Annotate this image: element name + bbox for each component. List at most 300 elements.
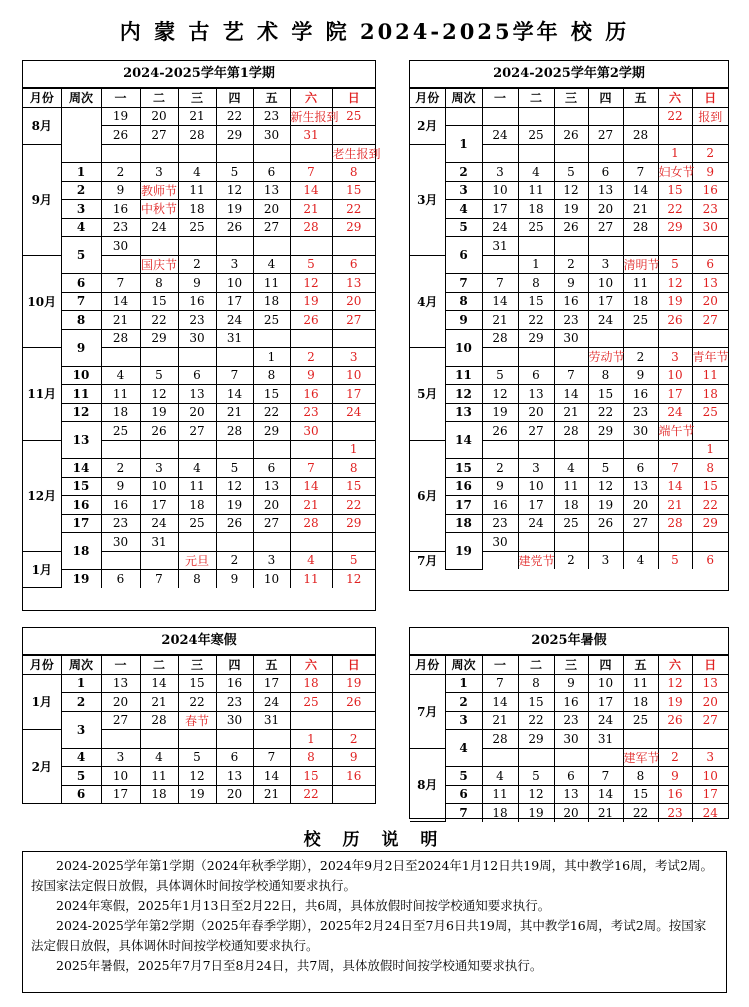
day-cell: 教师节 bbox=[140, 181, 178, 200]
week-number: 8 bbox=[445, 292, 482, 311]
day-cell: 14 bbox=[658, 477, 692, 496]
day-cell: 老生报到 bbox=[332, 144, 375, 163]
day-cell bbox=[101, 440, 140, 459]
day-cell: 14 bbox=[623, 181, 658, 200]
day-cell: 12 bbox=[140, 385, 178, 404]
calendar-table bbox=[410, 88, 728, 570]
day-cell: 14 bbox=[482, 693, 518, 712]
day-cell: 18 bbox=[101, 403, 140, 422]
week-number: 12 bbox=[61, 403, 101, 422]
day-cell: 29 bbox=[588, 422, 623, 441]
month-label: 6月 bbox=[410, 440, 445, 551]
day-cell bbox=[482, 144, 518, 163]
day-cell: 4 bbox=[178, 459, 216, 478]
day-cell: 15 bbox=[518, 693, 554, 712]
day-cell bbox=[482, 255, 518, 274]
column-header: 日 bbox=[692, 89, 728, 108]
day-cell: 30 bbox=[101, 237, 140, 256]
day-cell: 21 bbox=[101, 311, 140, 330]
day-cell: 27 bbox=[101, 711, 140, 730]
day-cell: 11 bbox=[554, 477, 588, 496]
day-cell: 5 bbox=[658, 255, 692, 274]
day-cell: 9 bbox=[332, 748, 375, 767]
day-cell: 12 bbox=[482, 385, 518, 404]
day-cell: 10 bbox=[140, 477, 178, 496]
note-paragraph: 2024-2025学年第2学期（2025年春季学期），2025年2月24日至7月6日共19周，其中教学16周，考试2周。按国家法定假日放假，具体调休时间按学校通知要求执行。 bbox=[31, 918, 707, 953]
day-cell: 29 bbox=[140, 329, 178, 348]
day-cell: 21 bbox=[140, 693, 178, 712]
day-cell: 17 bbox=[658, 385, 692, 404]
week-row bbox=[23, 385, 375, 404]
column-header: 五 bbox=[253, 656, 290, 675]
week-number: 5 bbox=[445, 218, 482, 237]
day-cell bbox=[332, 533, 375, 552]
week-row bbox=[410, 126, 728, 145]
day-cell: 28 bbox=[216, 422, 253, 441]
week-row bbox=[410, 366, 728, 385]
day-cell: 8 bbox=[332, 459, 375, 478]
day-cell: 22 bbox=[253, 403, 290, 422]
day-cell: 28 bbox=[290, 514, 332, 533]
day-cell: 6 bbox=[692, 255, 728, 274]
day-cell: 25 bbox=[518, 126, 554, 145]
day-cell: 31 bbox=[253, 711, 290, 730]
day-cell: 13 bbox=[101, 674, 140, 693]
day-cell: 21 bbox=[623, 200, 658, 219]
day-cell: 21 bbox=[482, 311, 518, 330]
day-cell bbox=[290, 533, 332, 552]
week-row bbox=[23, 366, 375, 385]
column-header: 四 bbox=[588, 89, 623, 108]
day-cell: 25 bbox=[290, 693, 332, 712]
day-cell: 19 bbox=[482, 403, 518, 422]
column-header: 二 bbox=[518, 89, 554, 108]
week-row bbox=[410, 711, 728, 730]
day-cell: 20 bbox=[140, 107, 178, 126]
week-row bbox=[410, 385, 728, 404]
day-cell: 7 bbox=[623, 163, 658, 182]
column-header: 五 bbox=[623, 89, 658, 108]
week-number bbox=[61, 107, 101, 163]
day-cell: 19 bbox=[101, 107, 140, 126]
day-cell bbox=[290, 144, 332, 163]
day-cell: 27 bbox=[178, 422, 216, 441]
week-number: 16 bbox=[61, 496, 101, 515]
day-cell bbox=[658, 329, 692, 348]
column-header: 日 bbox=[692, 656, 728, 675]
month-label: 4月 bbox=[410, 255, 445, 348]
day-cell: 26 bbox=[216, 218, 253, 237]
week-row bbox=[410, 533, 728, 552]
day-cell: 12 bbox=[518, 785, 554, 804]
day-cell bbox=[178, 533, 216, 552]
week-row bbox=[23, 674, 375, 693]
column-header: 一 bbox=[101, 89, 140, 108]
day-cell: 28 bbox=[140, 711, 178, 730]
day-cell: 中秋节 bbox=[140, 200, 178, 219]
day-cell: 3 bbox=[588, 255, 623, 274]
month-label: 7月 bbox=[410, 551, 445, 569]
day-cell: 26 bbox=[140, 422, 178, 441]
week-number: 6 bbox=[61, 785, 101, 803]
week-number: 19 bbox=[445, 533, 482, 570]
day-cell: 11 bbox=[140, 767, 178, 786]
column-header: 二 bbox=[140, 89, 178, 108]
column-header: 六 bbox=[290, 656, 332, 675]
day-cell: 25 bbox=[253, 311, 290, 330]
week-number: 18 bbox=[445, 514, 482, 533]
day-cell: 15 bbox=[623, 785, 658, 804]
day-cell: 20 bbox=[692, 693, 728, 712]
day-cell: 青年节 bbox=[692, 348, 728, 367]
day-cell: 16 bbox=[658, 785, 692, 804]
day-cell: 13 bbox=[518, 385, 554, 404]
day-cell bbox=[253, 440, 290, 459]
day-cell: 25 bbox=[101, 422, 140, 441]
month-label: 10月 bbox=[23, 255, 61, 348]
day-cell: 3 bbox=[101, 748, 140, 767]
day-cell: 30 bbox=[290, 422, 332, 441]
month-label: 5月 bbox=[410, 348, 445, 441]
day-cell: 新生报到 bbox=[290, 107, 332, 126]
column-header: 二 bbox=[140, 656, 178, 675]
day-cell: 12 bbox=[588, 477, 623, 496]
day-cell: 7 bbox=[290, 459, 332, 478]
day-cell: 4 bbox=[253, 255, 290, 274]
week-number: 3 bbox=[61, 711, 101, 748]
day-cell: 30 bbox=[101, 533, 140, 552]
day-cell: 4 bbox=[101, 366, 140, 385]
week-row bbox=[410, 785, 728, 804]
day-cell: 7 bbox=[658, 459, 692, 478]
day-cell: 10 bbox=[482, 181, 518, 200]
day-cell: 11 bbox=[178, 181, 216, 200]
day-cell: 29 bbox=[658, 218, 692, 237]
day-cell: 31 bbox=[216, 329, 253, 348]
day-cell: 17 bbox=[588, 292, 623, 311]
calendar-title: 2024-2025学年第2学期 bbox=[410, 61, 728, 88]
day-cell: 21 bbox=[290, 496, 332, 515]
day-cell: 10 bbox=[332, 366, 375, 385]
week-row bbox=[410, 804, 728, 822]
week-number: 13 bbox=[445, 403, 482, 422]
day-cell: 19 bbox=[290, 292, 332, 311]
day-cell: 10 bbox=[101, 767, 140, 786]
day-cell: 15 bbox=[692, 477, 728, 496]
day-cell: 25 bbox=[332, 107, 375, 126]
day-cell: 5 bbox=[216, 163, 253, 182]
day-cell: 9 bbox=[554, 274, 588, 293]
day-cell: 24 bbox=[588, 711, 623, 730]
day-cell: 12 bbox=[216, 181, 253, 200]
day-cell: 19 bbox=[554, 200, 588, 219]
day-cell bbox=[216, 730, 253, 749]
day-cell: 5 bbox=[140, 366, 178, 385]
day-cell bbox=[140, 237, 178, 256]
day-cell: 2 bbox=[658, 748, 692, 767]
day-cell bbox=[623, 107, 658, 126]
day-cell: 13 bbox=[253, 181, 290, 200]
day-cell: 23 bbox=[290, 403, 332, 422]
day-cell: 8 bbox=[518, 674, 554, 693]
summer-break-calendar bbox=[409, 627, 729, 819]
day-cell: 9 bbox=[482, 477, 518, 496]
day-cell bbox=[216, 144, 253, 163]
day-cell: 2 bbox=[290, 348, 332, 367]
day-cell: 10 bbox=[253, 570, 290, 588]
day-cell bbox=[482, 348, 518, 367]
day-cell bbox=[332, 126, 375, 145]
week-number: 19 bbox=[61, 570, 101, 588]
day-cell bbox=[140, 730, 178, 749]
week-number: 1 bbox=[61, 674, 101, 693]
day-cell bbox=[692, 126, 728, 145]
day-cell: 22 bbox=[290, 785, 332, 803]
day-cell: 29 bbox=[518, 730, 554, 749]
week-row bbox=[410, 163, 728, 182]
day-cell: 16 bbox=[554, 693, 588, 712]
day-cell: 2 bbox=[216, 551, 253, 570]
week-number: 12 bbox=[445, 385, 482, 404]
day-cell: 18 bbox=[253, 292, 290, 311]
day-cell: 17 bbox=[692, 785, 728, 804]
day-cell: 4 bbox=[140, 748, 178, 767]
week-row bbox=[23, 422, 375, 441]
day-cell: 4 bbox=[554, 459, 588, 478]
day-cell: 3 bbox=[140, 163, 178, 182]
week-number: 9 bbox=[61, 329, 101, 366]
day-cell: 28 bbox=[290, 218, 332, 237]
day-cell: 4 bbox=[623, 551, 658, 569]
day-cell: 21 bbox=[290, 200, 332, 219]
day-cell bbox=[140, 348, 178, 367]
day-cell: 25 bbox=[554, 514, 588, 533]
day-cell bbox=[658, 440, 692, 459]
week-row bbox=[23, 107, 375, 126]
header-row bbox=[23, 656, 375, 675]
week-number: 1 bbox=[445, 674, 482, 693]
day-cell: 1 bbox=[658, 144, 692, 163]
day-cell: 16 bbox=[623, 385, 658, 404]
day-cell: 11 bbox=[692, 366, 728, 385]
day-cell: 8 bbox=[518, 274, 554, 293]
day-cell: 11 bbox=[518, 181, 554, 200]
day-cell: 4 bbox=[178, 163, 216, 182]
day-cell: 15 bbox=[140, 292, 178, 311]
day-cell: 24 bbox=[253, 693, 290, 712]
day-cell: 9 bbox=[101, 477, 140, 496]
day-cell: 14 bbox=[290, 477, 332, 496]
week-number: 9 bbox=[445, 311, 482, 330]
day-cell: 14 bbox=[216, 385, 253, 404]
day-cell bbox=[482, 551, 518, 569]
day-cell: 24 bbox=[482, 218, 518, 237]
day-cell: 11 bbox=[101, 385, 140, 404]
day-cell: 17 bbox=[140, 496, 178, 515]
day-cell: 7 bbox=[482, 274, 518, 293]
semester-1-calendar bbox=[22, 60, 381, 611]
day-cell bbox=[692, 533, 728, 552]
day-cell: 11 bbox=[290, 570, 332, 588]
day-cell: 25 bbox=[178, 218, 216, 237]
day-cell: 8 bbox=[140, 274, 178, 293]
day-cell: 8 bbox=[290, 748, 332, 767]
note-paragraph: 2025年暑假，2025年7月7日至8月24日，共7周，具体放假时间按学校通知要求执行。 bbox=[56, 958, 543, 973]
day-cell bbox=[101, 255, 140, 274]
day-cell: 15 bbox=[332, 181, 375, 200]
day-cell: 12 bbox=[332, 570, 375, 588]
day-cell: 25 bbox=[623, 311, 658, 330]
week-number: 3 bbox=[61, 200, 101, 219]
day-cell bbox=[588, 329, 623, 348]
week-row bbox=[410, 311, 728, 330]
week-row bbox=[410, 200, 728, 219]
week-row bbox=[23, 785, 375, 803]
day-cell: 2 bbox=[554, 255, 588, 274]
week-number: 5 bbox=[61, 767, 101, 786]
day-cell: 3 bbox=[332, 348, 375, 367]
day-cell: 26 bbox=[554, 218, 588, 237]
day-cell bbox=[588, 533, 623, 552]
day-cell: 19 bbox=[178, 785, 216, 803]
day-cell: 9 bbox=[178, 274, 216, 293]
week-number: 4 bbox=[61, 748, 101, 767]
week-row bbox=[23, 570, 375, 588]
day-cell: 19 bbox=[216, 200, 253, 219]
week-row bbox=[410, 514, 728, 533]
day-cell bbox=[178, 237, 216, 256]
day-cell: 27 bbox=[518, 422, 554, 441]
column-header: 四 bbox=[216, 656, 253, 675]
day-cell: 22 bbox=[588, 403, 623, 422]
column-header: 四 bbox=[588, 656, 623, 675]
week-number: 8 bbox=[61, 311, 101, 330]
day-cell bbox=[178, 440, 216, 459]
day-cell: 5 bbox=[332, 551, 375, 570]
day-cell bbox=[658, 533, 692, 552]
day-cell: 16 bbox=[332, 767, 375, 786]
day-cell bbox=[253, 329, 290, 348]
day-cell: 21 bbox=[216, 403, 253, 422]
day-cell: 19 bbox=[658, 292, 692, 311]
day-cell: 6 bbox=[588, 163, 623, 182]
day-cell: 23 bbox=[253, 107, 290, 126]
week-number: 6 bbox=[61, 274, 101, 293]
day-cell: 31 bbox=[482, 237, 518, 256]
day-cell: 6 bbox=[253, 459, 290, 478]
day-cell bbox=[101, 551, 140, 570]
day-cell: 3 bbox=[140, 459, 178, 478]
day-cell bbox=[518, 748, 554, 767]
day-cell: 23 bbox=[101, 218, 140, 237]
day-cell: 8 bbox=[253, 366, 290, 385]
week-number: 10 bbox=[61, 366, 101, 385]
day-cell: 23 bbox=[101, 514, 140, 533]
day-cell bbox=[623, 533, 658, 552]
calendar-title: 2025年暑假 bbox=[410, 628, 728, 655]
week-row bbox=[23, 311, 375, 330]
week-row bbox=[410, 237, 728, 256]
day-cell bbox=[290, 237, 332, 256]
day-cell: 18 bbox=[692, 385, 728, 404]
day-cell: 20 bbox=[253, 200, 290, 219]
day-cell: 劳动节 bbox=[588, 348, 623, 367]
day-cell: 18 bbox=[554, 496, 588, 515]
day-cell bbox=[554, 533, 588, 552]
week-number: 10 bbox=[445, 329, 482, 366]
day-cell: 20 bbox=[623, 496, 658, 515]
day-cell: 3 bbox=[253, 551, 290, 570]
week-row bbox=[410, 403, 728, 422]
day-cell: 19 bbox=[140, 403, 178, 422]
day-cell: 7 bbox=[554, 366, 588, 385]
column-header: 周次 bbox=[445, 89, 482, 108]
day-cell: 21 bbox=[178, 107, 216, 126]
day-cell bbox=[588, 237, 623, 256]
week-number: 13 bbox=[61, 422, 101, 459]
day-cell bbox=[332, 237, 375, 256]
day-cell bbox=[216, 533, 253, 552]
day-cell: 10 bbox=[518, 477, 554, 496]
day-cell: 1 bbox=[518, 255, 554, 274]
column-header: 周次 bbox=[445, 656, 482, 675]
day-cell: 24 bbox=[332, 403, 375, 422]
day-cell: 11 bbox=[623, 274, 658, 293]
day-cell: 16 bbox=[692, 181, 728, 200]
day-cell bbox=[588, 107, 623, 126]
day-cell: 21 bbox=[658, 496, 692, 515]
column-header: 月份 bbox=[23, 656, 61, 675]
calendar-title: 2024-2025学年第1学期 bbox=[23, 61, 375, 88]
day-cell bbox=[253, 144, 290, 163]
day-cell: 5 bbox=[290, 255, 332, 274]
day-cell: 26 bbox=[482, 422, 518, 441]
winter-break-calendar bbox=[22, 627, 376, 804]
column-header: 一 bbox=[482, 656, 518, 675]
day-cell: 24 bbox=[658, 403, 692, 422]
day-cell: 12 bbox=[658, 674, 692, 693]
day-cell: 26 bbox=[216, 514, 253, 533]
day-cell bbox=[101, 730, 140, 749]
day-cell bbox=[216, 348, 253, 367]
day-cell: 10 bbox=[588, 274, 623, 293]
day-cell: 20 bbox=[554, 804, 588, 822]
column-header: 一 bbox=[101, 656, 140, 675]
week-row bbox=[23, 218, 375, 237]
day-cell: 20 bbox=[332, 292, 375, 311]
week-number: 17 bbox=[445, 496, 482, 515]
day-cell: 23 bbox=[692, 200, 728, 219]
day-cell: 3 bbox=[692, 748, 728, 767]
day-cell: 13 bbox=[332, 274, 375, 293]
day-cell: 13 bbox=[588, 181, 623, 200]
day-cell bbox=[101, 144, 140, 163]
day-cell bbox=[554, 348, 588, 367]
column-header: 二 bbox=[518, 656, 554, 675]
day-cell bbox=[554, 440, 588, 459]
column-header: 日 bbox=[332, 89, 375, 108]
day-cell: 7 bbox=[253, 748, 290, 767]
day-cell bbox=[588, 748, 623, 767]
week-number: 18 bbox=[61, 533, 101, 570]
day-cell bbox=[658, 126, 692, 145]
week-number: 7 bbox=[445, 804, 482, 822]
day-cell bbox=[623, 730, 658, 749]
day-cell: 4 bbox=[290, 551, 332, 570]
day-cell: 16 bbox=[101, 200, 140, 219]
day-cell bbox=[140, 440, 178, 459]
day-cell: 24 bbox=[692, 804, 728, 822]
